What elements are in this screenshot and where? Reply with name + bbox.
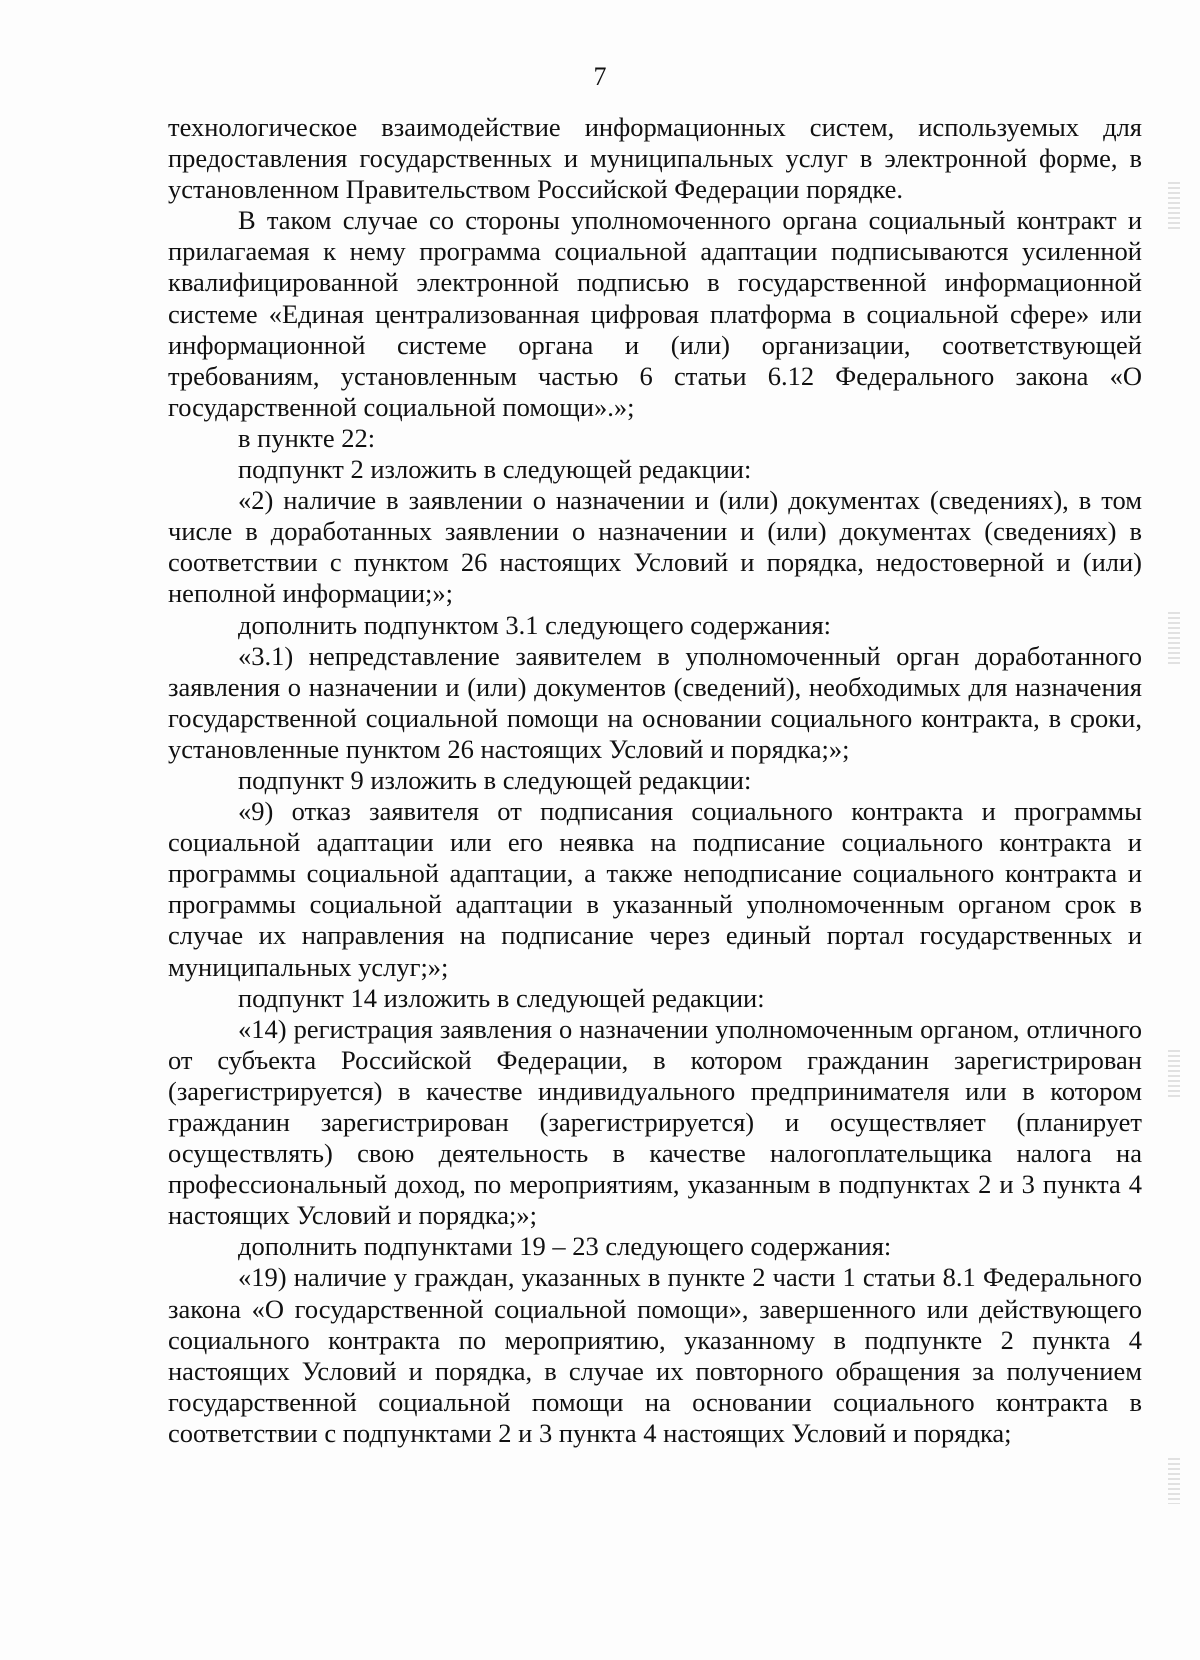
- paragraph: «14) регистрация заявления о назначении уполномоченным органом, отличного от субъекта Российской Федерации, в котором гражданин зарегистрирован (зарегистрируется) в качестве индивидуального предпринимателя или в котором гражданин зарегистрирован (зарегистрируется) и осуществляет (планирует осуществлять) свою деятельность в качестве налогоплательщика налога на профессиональный доход, по мероприятиям, указанным в подпунктах 2 и 3 пункта 4 настоящих Условий и порядка;»;: [168, 1013, 1142, 1231]
- paragraph: «9) отказ заявителя от подписания социального контракта и программы социальной адаптации или его неявка на подписание социального контракта и программы социальной адаптации, а также неподписание социального контракта и программы социальной адаптации в указанный уполномоченным органом срок в случае их направления на подписание через единый портал государственных и муниципальных услуг;»;: [168, 796, 1142, 982]
- paragraph: «3.1) непредставление заявителем в уполномоченный орган доработанного заявления о назначении и (или) документов (сведений), необходимых для назначения государственной социальной помощи на основании социального контракта, в сроки, установленные пунктом 26 настоящих Условий и порядка;»;: [168, 640, 1142, 764]
- paragraph: подпункт 14 изложить в следующей редакции:: [238, 982, 765, 1013]
- paragraph: в пункте 22:: [238, 422, 376, 453]
- paragraph: подпункт 2 изложить в следующей редакции:: [238, 454, 752, 485]
- paragraph: технологическое взаимодействие информационных систем, используемых для предоставления государственных и муниципальных услуг в электронной форме, в установленном Правительством Российской Федерации порядке.: [168, 112, 1142, 205]
- paragraph: «19) наличие у граждан, указанных в пункте 2 части 1 статьи 8.1 Федерального закона «О государственной социальной помощи», завершенного или действующего социального контракта по мероприятию, указанному в подпункте 2 пункта 4 настоящих Условий и порядка, в случае их повторного обращения за получением государственной социальной помощи на основании социального контракта в соответствии с подпунктами 2 и 3 пункта 4 настоящих Условий и порядка;: [168, 1262, 1142, 1448]
- page-number: 7: [593, 62, 607, 91]
- scan-artifact: [1168, 182, 1180, 232]
- paragraph: дополнить подпунктом 3.1 следующего содержания:: [238, 609, 832, 640]
- scan-artifact: [1168, 612, 1180, 666]
- paragraph: В таком случае со стороны уполномоченного органа социальный контракт и прилагаемая к нему программа социальной адаптации подписываются усиленной квалифицированной электронной подписью в государственной информационной системе «Единая централизованная цифровая платформа в социальной сфере» или информационной системе органа и (или) организации, соответствующей требованиям, установленным частью 6 статьи 6.12 Федерального закона «О государственной социальной помощи».»;: [168, 205, 1142, 422]
- scan-artifact: [1168, 1458, 1180, 1504]
- paragraph: «2) наличие в заявлении о назначении и (или) документах (сведениях), в том числе в доработанных заявлении о назначении и (или) документах (сведениях) в соответствии с пунктом 26 настоящих Условий и порядка, недостоверной и (или) неполной информации;»;: [168, 485, 1142, 609]
- scan-artifact: [1168, 1050, 1180, 1098]
- paragraph: подпункт 9 изложить в следующей редакции:: [238, 764, 752, 795]
- document-body: [168, 112, 1142, 1449]
- paragraph: дополнить подпунктами 19 – 23 следующего содержания:: [238, 1231, 892, 1262]
